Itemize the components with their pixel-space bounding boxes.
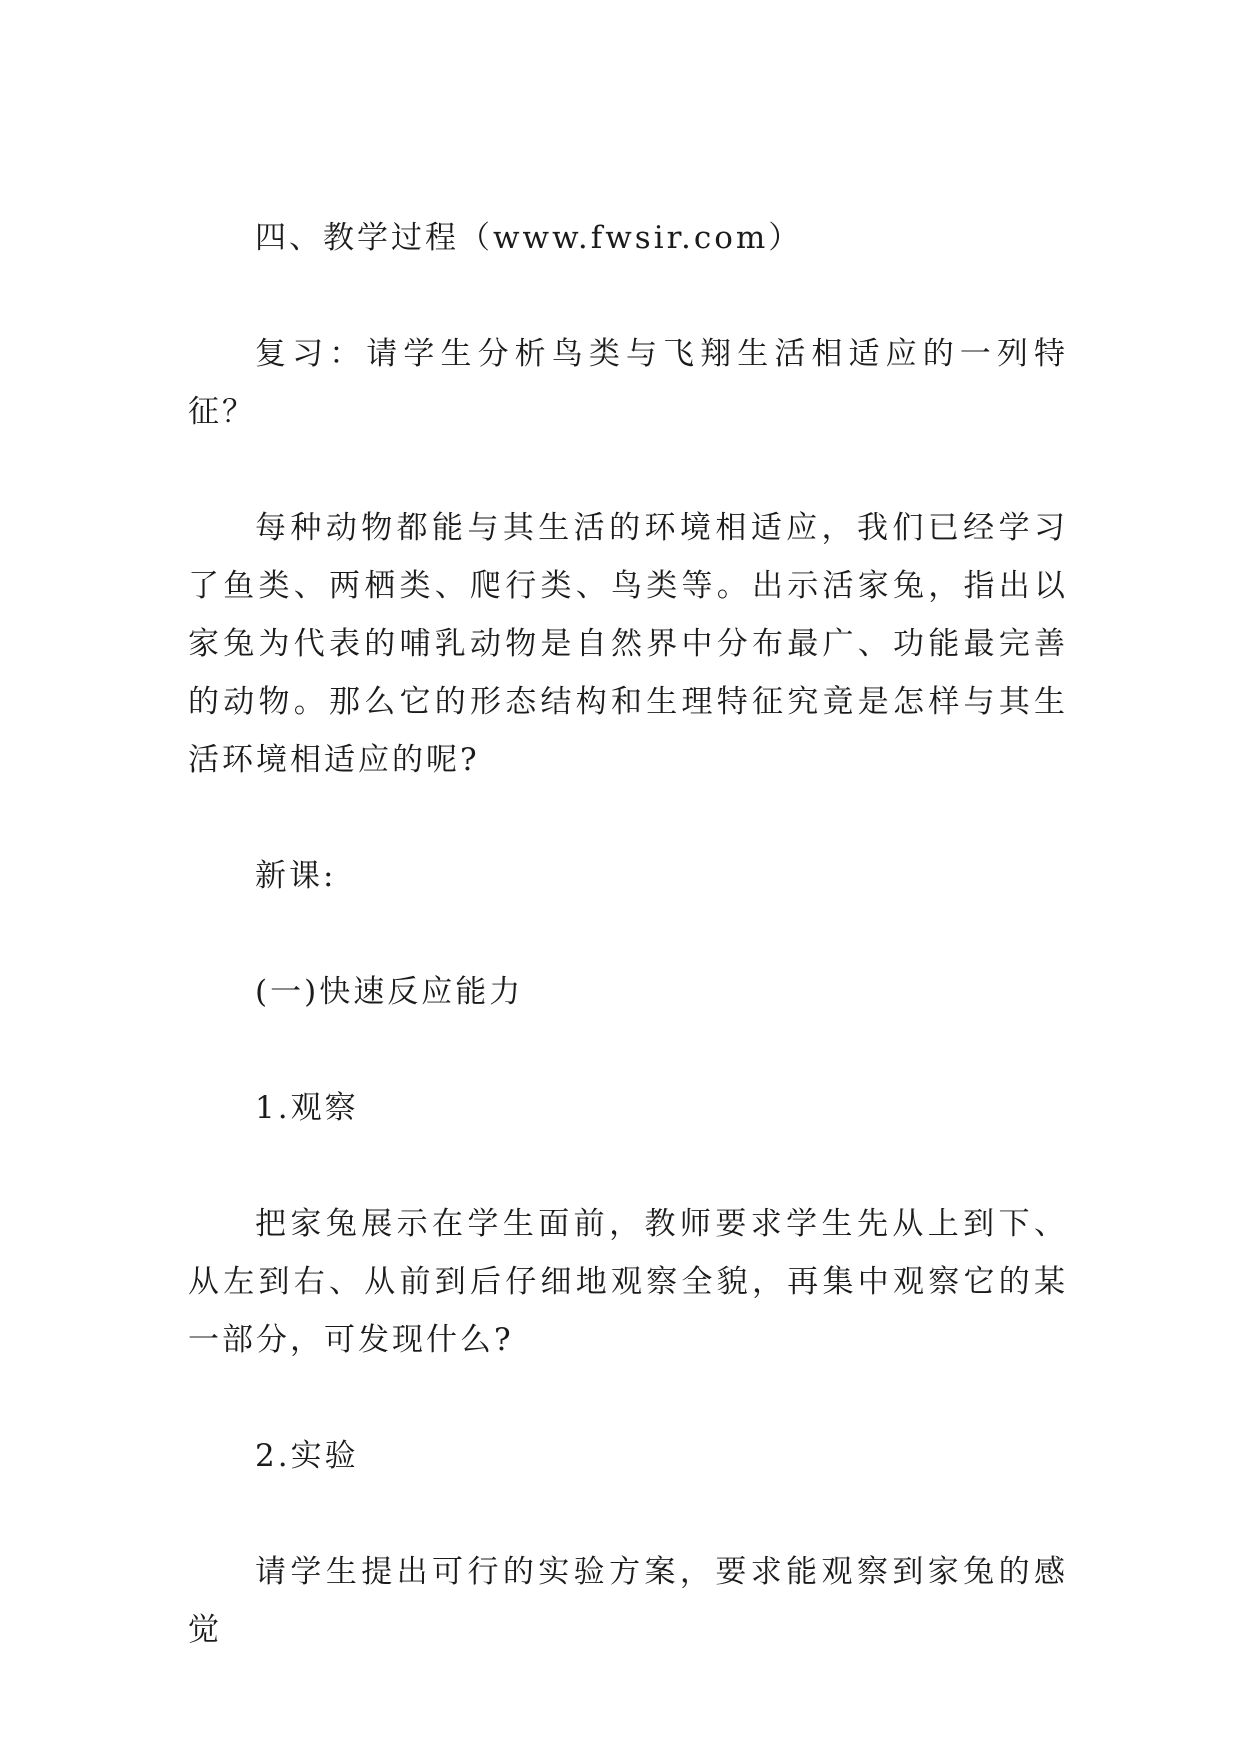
experiment-paragraph: 请学生提出可行的实验方案，要求能观察到家兔的感觉 bbox=[188, 1554, 1068, 1648]
document-body bbox=[188, 209, 1068, 1659]
step-observe-heading: 1.观察 bbox=[255, 1090, 359, 1126]
review-question: 复习：请学生分析鸟类与飞翔生活相适应的一列特征？ bbox=[188, 336, 1068, 430]
observe-paragraph: 把家兔展示在学生面前，教师要求学生先从上到下、从左到右、从前到后仔细地观察全貌，再集中观察它的某一部分，可发现什么? bbox=[188, 1206, 1068, 1358]
new-lesson-label: 新课: bbox=[255, 858, 337, 894]
subsection-heading: (一)快速反应能力 bbox=[255, 974, 524, 1010]
section-heading: 四、教学过程（www.fwsir.com） bbox=[255, 220, 803, 256]
step-experiment-heading: 2.实验 bbox=[255, 1438, 359, 1474]
intro-paragraph: 每种动物都能与其生活的环境相适应，我们已经学习了鱼类、两栖类、爬行类、鸟类等。出示活家兔，指出以家兔为代表的哺乳动物是自然界中分布最广、功能最完善的动物。那么它的形态结构和生理特征究竟是怎样与其生活环境相适应的呢? bbox=[188, 510, 1068, 778]
